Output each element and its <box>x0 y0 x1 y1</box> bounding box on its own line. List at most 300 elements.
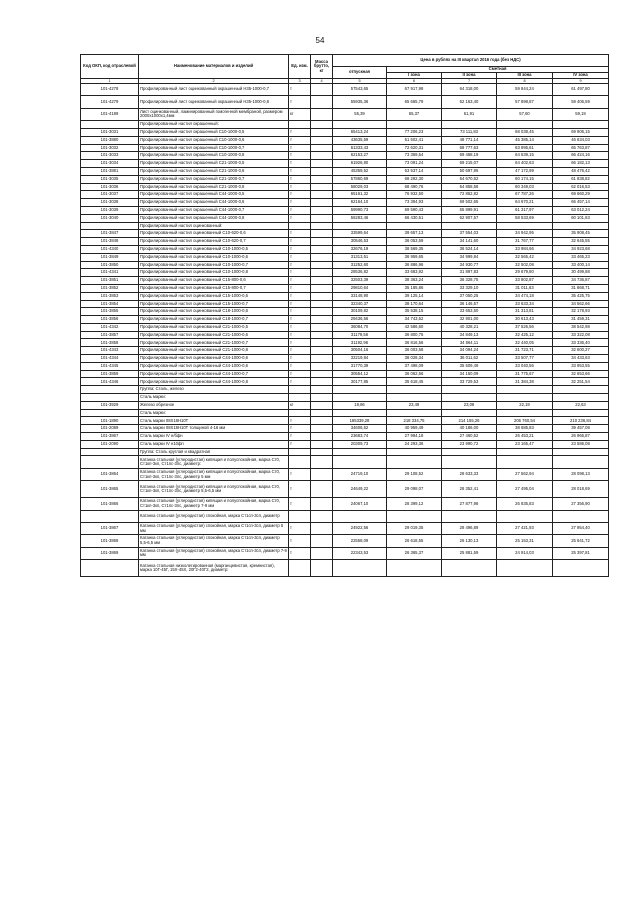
cell-name: Катанка стальная (углеродистая) спокойная, марка Ст1сп-3сп, диаметр 7-9 мм <box>139 547 289 559</box>
cell-release-price: 57543,65 <box>333 84 387 96</box>
cell-zone3-price: 24 914,03 <box>497 547 553 559</box>
table-row <box>81 261 609 269</box>
cell-code <box>81 386 139 394</box>
cell-name: Профилированный настил окрашенный С10-1000-0,6 <box>139 136 289 144</box>
cell-zone4-price: 66 424,16 <box>553 152 609 160</box>
table-row <box>81 214 609 222</box>
table-row <box>81 425 609 433</box>
cell-zone1-price <box>387 560 442 577</box>
cell-unit: т <box>289 481 311 498</box>
cell-unit: т <box>289 370 311 378</box>
cell-zone1-price: 36 062,56 <box>387 370 442 378</box>
cell-code: 101-3040 <box>81 214 139 222</box>
cell-code <box>81 394 139 402</box>
cell-zone2-price <box>442 394 497 402</box>
cell-unit: т <box>289 316 311 324</box>
cell-name: Сталь марки: <box>139 409 289 417</box>
column-index: 6 <box>387 79 442 84</box>
cell-code: 101-3036 <box>81 183 139 191</box>
cell-zone1-price: 29 098,07 <box>387 481 442 498</box>
cell-name: Профилированный настил окрашенный С44-1000-0,6 <box>139 199 289 207</box>
cell-zone4-price <box>553 409 609 417</box>
cell-name: Профилированный настил оцинкованный С21-1000-0,5 <box>139 323 289 331</box>
cell-code <box>81 510 139 522</box>
cell-name: Профилированный настил оцинкованный С44-1000-0,7 <box>139 370 289 378</box>
header-unit: Ед. изм. <box>289 55 311 79</box>
cell-mass <box>311 292 333 300</box>
cell-zone3-price: 57 898,87 <box>497 96 553 108</box>
cell-code: 101-4345 <box>81 362 139 370</box>
cell-code: 101-4341 <box>81 269 139 277</box>
cell-zone4-price: 35 425,75 <box>553 292 609 300</box>
cell-zone1-price: 66 430,51 <box>387 214 442 222</box>
cell-zone2-price: 34 864,11 <box>442 339 497 347</box>
cell-unit: т <box>289 300 311 308</box>
cell-code <box>81 222 139 230</box>
cell-zone1-price: 36 816,56 <box>387 339 442 347</box>
cell-unit: т <box>289 547 311 559</box>
cell-release-price <box>333 456 387 468</box>
table-row <box>81 401 609 409</box>
cell-zone2-price <box>442 456 497 468</box>
cell-zone2-price: 69 468,19 <box>442 152 497 160</box>
cell-name: Профилированный настил оцинкованный С44-1000-0,6 <box>139 362 289 370</box>
cell-zone2-price <box>442 560 497 577</box>
cell-code: 101-3847 <box>81 230 139 238</box>
column-index: 9 <box>553 79 609 84</box>
table-row <box>81 136 609 144</box>
cell-name: Профилированный настил оцинкованный С10-1000-0,8 <box>139 269 289 277</box>
cell-zone4-price: 59,19 <box>553 108 609 120</box>
cell-code: 101-4343 <box>81 347 139 355</box>
table-row <box>81 152 609 160</box>
cell-unit: т <box>289 253 311 261</box>
cell-release-price <box>333 510 387 522</box>
table-row <box>81 316 609 324</box>
cell-code: 101-3032 <box>81 144 139 152</box>
table-row <box>81 433 609 441</box>
cell-unit: т <box>289 96 311 108</box>
cell-name: Группа: Сталь круглая и квадратная <box>139 448 289 456</box>
cell-zone2-price: 40 186,00 <box>442 425 497 433</box>
cell-release-price: 56283,46 <box>333 214 387 222</box>
cell-zone1-price <box>387 510 442 522</box>
table-row <box>81 339 609 347</box>
cell-unit: кг <box>289 401 311 409</box>
cell-release-price: 32219,84 <box>333 355 387 363</box>
cell-unit <box>289 448 311 456</box>
table-row <box>81 167 609 175</box>
cell-zone4-price: 22,63 <box>553 401 609 409</box>
cell-release-price: 31770,39 <box>333 362 387 370</box>
cell-unit: т <box>289 84 311 96</box>
cell-mass <box>311 362 333 370</box>
group-header-row <box>81 409 609 417</box>
cell-zone2-price: 62 163,40 <box>442 96 497 108</box>
column-index: 4 <box>311 79 333 84</box>
table-row <box>81 277 609 285</box>
table-row <box>81 175 609 183</box>
cell-zone2-price: 61,91 <box>442 108 497 120</box>
header-name: Наименование материалов и изделий <box>139 55 289 79</box>
cell-code: 101-3858 <box>81 339 139 347</box>
cell-release-price: 33599,64 <box>333 230 387 238</box>
cell-release-price <box>333 121 387 129</box>
cell-unit: т <box>289 347 311 355</box>
table-row <box>81 284 609 292</box>
cell-zone2-price: 37 554,03 <box>442 230 497 238</box>
cell-code: 101-1890 <box>81 417 139 425</box>
cell-unit: т <box>289 167 311 175</box>
cell-mass <box>311 386 333 394</box>
cell-zone4-price: 31 868,71 <box>553 284 609 292</box>
cell-name: Катанка стальная (углеродистая) спокойная, марка Ст1сп-3сп, диаметр <box>139 510 289 522</box>
cell-unit: т <box>289 323 311 331</box>
cell-release-price: 20309,73 <box>333 440 387 448</box>
cell-unit: т <box>289 261 311 269</box>
cell-zone2-price: 40 328,21 <box>442 323 497 331</box>
cell-code: 101-4189 <box>81 108 139 120</box>
cell-code: 101-3035 <box>81 175 139 183</box>
cell-zone3-price: 67 787,26 <box>497 191 553 199</box>
table-row <box>81 331 609 339</box>
cell-code: 101-3929 <box>81 401 139 409</box>
cell-mass <box>311 108 333 120</box>
cell-zone3-price: 63 995,61 <box>497 144 553 152</box>
cell-code: 101-3856 <box>81 316 139 324</box>
cell-zone1-price <box>387 394 442 402</box>
cell-release-price: 22558,09 <box>333 535 387 547</box>
cell-release-price: 32340,37 <box>333 300 387 308</box>
cell-mass <box>311 199 333 207</box>
cell-zone3-price: 29 679,80 <box>497 269 553 277</box>
cell-mass <box>311 284 333 292</box>
cell-mass <box>311 468 333 480</box>
cell-unit <box>289 386 311 394</box>
cell-release-price <box>333 394 387 402</box>
cell-zone2-price: 73 111,83 <box>442 128 497 136</box>
cell-code: 101-3848 <box>81 238 139 246</box>
cell-zone1-price <box>387 448 442 456</box>
cell-zone4-price: 62 016,53 <box>553 183 609 191</box>
cell-unit: т <box>289 128 311 136</box>
group-header-row <box>81 448 609 456</box>
table-row <box>81 355 609 363</box>
cell-name: Сталь марки 08Х18Н10Т <box>139 417 289 425</box>
cell-code: 101-3857 <box>81 331 139 339</box>
table-row <box>81 128 609 136</box>
cell-zone2-price: 214 155,26 <box>442 417 497 425</box>
cell-zone2-price: 33 653,50 <box>442 308 497 316</box>
table-row <box>81 378 609 386</box>
cell-zone4-price: 61 838,82 <box>553 175 609 183</box>
cell-zone4-price: 33 953,55 <box>553 362 609 370</box>
cell-release-price: 185339,28 <box>333 417 387 425</box>
cell-mass <box>311 481 333 498</box>
cell-zone1-price <box>387 222 442 230</box>
cell-code: 101-4342 <box>81 323 139 331</box>
cell-zone4-price: 69 906,15 <box>553 128 609 136</box>
cell-name: Профилированный настил оцинкованный С18-1000-0,7 <box>139 316 289 324</box>
cell-release-price: 32676,19 <box>333 245 387 253</box>
cell-release-price: 30546,53 <box>333 238 387 246</box>
cell-zone3-price: 33 040,56 <box>497 362 553 370</box>
cell-code: 101-3868 <box>81 535 139 547</box>
cell-unit <box>289 394 311 402</box>
cell-zone4-price <box>553 456 609 468</box>
cell-code: 101-4279 <box>81 96 139 108</box>
cell-name: Профилированный настил оцинкованный С15-800-0,6 <box>139 277 289 285</box>
cell-code: 101-3037 <box>81 191 139 199</box>
cell-code: 101-3850 <box>81 261 139 269</box>
table-row <box>81 160 609 168</box>
cell-name: Сталь марки IV н/бфн <box>139 433 289 441</box>
header-code: Код ОКП, код отраслевой <box>81 55 139 79</box>
cell-zone4-price: 65 763,87 <box>553 144 609 152</box>
cell-zone4-price <box>553 121 609 129</box>
cell-code: 101-3849 <box>81 253 139 261</box>
column-index: 1 <box>81 79 139 84</box>
cell-zone2-price: 64 318,00 <box>442 84 497 96</box>
cell-mass <box>311 355 333 363</box>
cell-name: Профилированный настил оцинкованный С21-1000-0,6 <box>139 331 289 339</box>
cell-zone1-price: 65,37 <box>387 108 442 120</box>
cell-zone4-price: 32 178,93 <box>553 308 609 316</box>
cell-name: Профилированный настил оцинкованный С15-800-0,7 <box>139 284 289 292</box>
cell-mass <box>311 370 333 378</box>
cell-release-price <box>333 222 387 230</box>
cell-zone4-price: 32 600,27 <box>553 347 609 355</box>
cell-release-price: 45359,52 <box>333 167 387 175</box>
cell-unit <box>289 409 311 417</box>
cell-release-price <box>333 409 387 417</box>
cell-unit: т <box>289 417 311 425</box>
cell-mass <box>311 523 333 535</box>
cell-code: 101-3033 <box>81 152 139 160</box>
cell-zone1-price: 36 886,96 <box>387 261 442 269</box>
cell-name: Профилированный настил оцинкованный С44-1000-0,6 <box>139 355 289 363</box>
cell-zone4-price: 63 012,24 <box>553 206 609 214</box>
cell-zone3-price: 31 723,71 <box>497 347 553 355</box>
cell-release-price: 31252,60 <box>333 261 387 269</box>
cell-zone1-price: 38 028,34 <box>387 355 442 363</box>
cell-release-price: 22343,53 <box>333 547 387 559</box>
cell-zone3-price: 38 685,83 <box>497 425 553 433</box>
cell-mass <box>311 121 333 129</box>
cell-zone3-price: 64 402,63 <box>497 160 553 168</box>
cell-release-price: 23683,74 <box>333 433 387 441</box>
cell-release-price: 30109,82 <box>333 308 387 316</box>
cell-code: 101-3867 <box>81 523 139 535</box>
table-row <box>81 547 609 559</box>
header-zone1: I зона <box>387 73 442 79</box>
cell-zone3-price: 61 317,97 <box>497 206 553 214</box>
cell-code <box>81 456 139 468</box>
cell-zone2-price: 23,08 <box>442 401 497 409</box>
cell-release-price: 61333,43 <box>333 144 387 152</box>
cell-zone2-price: 27 877,98 <box>442 498 497 510</box>
cell-mass <box>311 316 333 324</box>
group-header-row <box>81 510 609 522</box>
cell-release-price: 31313,51 <box>333 253 387 261</box>
cell-zone2-price: 36 011,62 <box>442 355 497 363</box>
cell-release-price: 36084,70 <box>333 323 387 331</box>
cell-release-price: 31192,96 <box>333 339 387 347</box>
table-row <box>81 468 609 480</box>
cell-zone4-price <box>553 510 609 522</box>
cell-unit: т <box>289 160 311 168</box>
cell-zone1-price: 26 618,55 <box>387 535 442 547</box>
cell-unit <box>289 121 311 129</box>
cell-unit: т <box>289 238 311 246</box>
cell-zone4-price: 27 356,90 <box>553 498 609 510</box>
cell-zone4-price: 34 562,66 <box>553 300 609 308</box>
cell-code: 101-3854 <box>81 300 139 308</box>
cell-mass <box>311 160 333 168</box>
cell-zone1-price: 38 170,64 <box>387 300 442 308</box>
cell-name: Профилированный лист оцинкованный окрашенный Н35-1000-0,8 <box>139 96 289 108</box>
cell-mass <box>311 394 333 402</box>
cell-mass <box>311 417 333 425</box>
cell-name: Профилированный настил оцинкованный С15-1000-0,6 <box>139 292 289 300</box>
cell-release-price: 24922,56 <box>333 523 387 535</box>
cell-name: Катанка стальная (углеродистая) кипящая и полуспокойная, марка Ст0, Ст1кп-3кп, Ст1пс-3пс, диаметр: <box>139 456 289 468</box>
cell-zone3-price: 27 495,04 <box>497 481 553 498</box>
cell-name: Профилированный настил оцинкованный С10-620-0,6 <box>139 230 289 238</box>
cell-mass <box>311 253 333 261</box>
cell-unit <box>289 510 311 522</box>
cell-unit: т <box>289 440 311 448</box>
cell-release-price: 57860,69 <box>333 175 387 183</box>
cell-zone1-price: 73 359,54 <box>387 152 442 160</box>
table-row <box>81 108 609 120</box>
cell-zone3-price: 31 775,67 <box>497 370 553 378</box>
cell-zone1-price <box>387 456 442 468</box>
cell-zone3-price <box>497 222 553 230</box>
cell-zone2-price: 69 502,65 <box>442 199 497 207</box>
cell-zone3-price: 32 565,42 <box>497 253 553 261</box>
cell-mass <box>311 448 333 456</box>
cell-unit: т <box>289 214 311 222</box>
cell-mass <box>311 144 333 152</box>
header-release: отпускная <box>333 67 387 79</box>
cell-zone4-price: 60 101,63 <box>553 214 609 222</box>
cell-mass <box>311 535 333 547</box>
cell-zone2-price: 28 352,41 <box>442 481 497 498</box>
cell-name: Профилированный настил окрашенный С44-1000-0,7 <box>139 206 289 214</box>
cell-zone1-price: 38 363,24 <box>387 277 442 285</box>
cell-unit: т <box>289 284 311 292</box>
table-row <box>81 300 609 308</box>
cell-zone3-price: 25 153,31 <box>497 535 553 547</box>
cell-zone3-price: 27 421,93 <box>497 523 553 535</box>
cell-name: Сталь марки 08Х18Н10Т толщиной 4-16 мм <box>139 425 289 433</box>
cell-unit: т <box>289 308 311 316</box>
cell-zone3-price: 30 613,43 <box>497 316 553 324</box>
cell-zone3-price: 31 011,63 <box>497 284 553 292</box>
cell-zone3-price: 31 767,77 <box>497 238 553 246</box>
cell-zone1-price: 77 206,23 <box>387 128 442 136</box>
cell-name: Профилированный настил оцинкованный: <box>139 222 289 230</box>
cell-zone4-price: 35 908,45 <box>553 230 609 238</box>
cell-code: 101-4344 <box>81 355 139 363</box>
cell-mass <box>311 456 333 468</box>
cell-zone3-price: 64 670,21 <box>497 199 553 207</box>
table-row <box>81 206 609 214</box>
cell-zone4-price: 38 542,98 <box>553 323 609 331</box>
cell-zone3-price: 57,60 <box>497 108 553 120</box>
cell-mass <box>311 222 333 230</box>
cell-zone1-price: 33 683,92 <box>387 269 442 277</box>
cell-release-price: 19,86 <box>333 401 387 409</box>
cell-code: 101-3866 <box>81 498 139 510</box>
cell-code: 101-3853 <box>81 292 139 300</box>
cell-name: Профилированный настил оцинкованный С15-1000-0,7 <box>139 300 289 308</box>
cell-mass <box>311 300 333 308</box>
cell-mass <box>311 560 333 577</box>
cell-unit: т <box>289 175 311 183</box>
cell-name: Катанка стальная (углеродистая) спокойная, марка Ст1сп-3сп, диаметр 5 мм <box>139 523 289 535</box>
cell-zone3-price: 33 984,66 <box>497 245 553 253</box>
table-row <box>81 481 609 498</box>
cell-code <box>81 121 139 129</box>
cell-zone2-price: 50 697,95 <box>442 167 497 175</box>
table-row <box>81 253 609 261</box>
cell-name: Профилированный настил оцинкованный С10-1000-0,5 <box>139 245 289 253</box>
cell-zone3-price: 31 384,38 <box>497 378 553 386</box>
cell-zone2-price: 34 849,13 <box>442 331 497 339</box>
cell-zone4-price: 34 433,63 <box>553 355 609 363</box>
cell-zone1-price: 36 800,75 <box>387 331 442 339</box>
cell-zone3-price: 32 425,12 <box>497 331 553 339</box>
cell-zone1-price: 53 537,14 <box>387 167 442 175</box>
cell-zone4-price: 33 336,40 <box>553 339 609 347</box>
cell-zone3-price: 59 844,24 <box>497 84 553 96</box>
cell-zone4-price: 32 645,55 <box>553 238 609 246</box>
cell-mass <box>311 183 333 191</box>
cell-zone1-price: 35 185,86 <box>387 284 442 292</box>
cell-release-price: 65413,24 <box>333 128 387 136</box>
cell-zone1-price: 23,49 <box>387 401 442 409</box>
cell-mass <box>311 433 333 441</box>
cell-zone2-price: 48 771,14 <box>442 136 497 144</box>
cell-name: Катанка стальная (углеродистая) кипящая и полуспокойная, марка Ст0, Ст1кп-3кп, Ст1пс-3пс, диаметр 5,5-6,5 мм <box>139 481 289 498</box>
cell-unit: кг <box>289 108 311 120</box>
table-row <box>81 362 609 370</box>
group-header-row <box>81 456 609 468</box>
cell-code: 101-3031 <box>81 128 139 136</box>
cell-release-price: 31179,56 <box>333 331 387 339</box>
cell-name: Профилированный настил окрашенный С10-1000-0,7 <box>139 144 289 152</box>
cell-mass <box>311 128 333 136</box>
cell-zone2-price: 25 881,59 <box>442 547 497 559</box>
cell-zone3-price: 34 474,18 <box>497 292 553 300</box>
cell-mass <box>311 425 333 433</box>
cell-zone3-price <box>497 394 553 402</box>
cell-zone1-price: 35 618,45 <box>387 378 442 386</box>
cell-zone2-price: 64 858,58 <box>442 183 497 191</box>
cell-name: Профилированный настил оцинкованный С10-1000-0,7 <box>139 261 289 269</box>
cell-zone2-price: 27 460,52 <box>442 433 497 441</box>
cell-mass <box>311 308 333 316</box>
cell-release-price: 24719,10 <box>333 468 387 480</box>
cell-mass <box>311 167 333 175</box>
cell-name: Лист оцинкованный, ламинированный гомогенной мембраной, размером 2000х1000х1,4мм <box>139 108 289 120</box>
cell-code <box>81 448 139 456</box>
cell-unit: т <box>289 183 311 191</box>
cell-zone3-price: 47 172,99 <box>497 167 553 175</box>
cell-mass <box>311 510 333 522</box>
